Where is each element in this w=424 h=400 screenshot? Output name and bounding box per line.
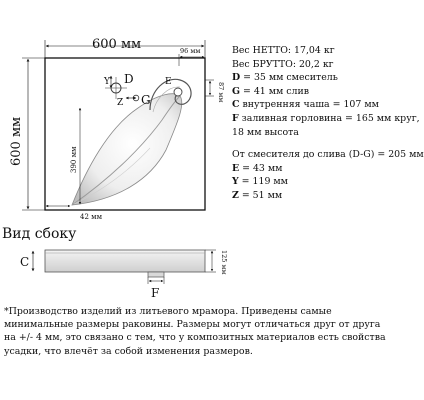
dim-87-label: 87 мм — [217, 82, 225, 103]
dim-42-label: 42 мм — [80, 213, 103, 221]
label-e: E — [165, 77, 172, 87]
spec-f-height: 18 мм высота — [232, 126, 299, 138]
spec-g — [232, 85, 400, 99]
spec-e — [232, 162, 400, 176]
spec-d — [232, 71, 400, 85]
left-height-label: 600 мм — [9, 116, 24, 166]
spec-z — [232, 189, 400, 203]
label-d: D — [124, 72, 134, 86]
spec-g-text: = 41 мм слив — [240, 85, 310, 97]
spec-y-key: Y — [232, 176, 239, 188]
side-label-f: F — [151, 286, 160, 300]
label-z: Z — [117, 98, 124, 108]
spec-net-weight: Вес НЕТТО: 17,04 кг — [232, 45, 335, 56]
spec-f-key: F — [232, 112, 239, 124]
spec-e-text: = 43 мм — [239, 162, 283, 174]
side-view-title: Вид сбоку — [2, 226, 77, 242]
spec-c-key: C — [232, 99, 240, 111]
spec-d-text: = 35 мм смеситель — [240, 72, 338, 84]
dim-96-label: 96 мм — [180, 47, 201, 55]
spec-g-key: G — [232, 85, 241, 97]
label-g: G — [141, 93, 151, 107]
spec-y — [232, 175, 400, 189]
spec-list — [232, 44, 424, 203]
spec-f — [232, 112, 420, 126]
spec-dg-distance: От смесителя до слива (D-G) = 205 мм — [232, 149, 424, 161]
spec-y-text: = 119 мм — [238, 176, 288, 188]
top-width-label: 600 мм — [92, 37, 142, 52]
dim-390-label: 390 мм — [70, 146, 78, 173]
spec-d-key: D — [232, 72, 241, 84]
footnote: *Производство изделий из литьевого мрамора. Приведены самые минимальные размеры раковины. Размеры могут отличаться друг от друга на +/- 4 мм, это связано с тем, что у композитных материалов есть свойства усадки, что влечёт за собой изменения размеров. — [4, 306, 386, 357]
spec-c — [232, 98, 400, 112]
spec-z-key: Z — [232, 189, 239, 201]
dim-125-label: 125 мм — [220, 250, 228, 275]
spec-z-text: = 51 мм — [238, 189, 283, 201]
label-y: Y — [104, 77, 110, 87]
spec-f-text: заливная горловина = 165 мм круг, — [238, 112, 420, 124]
sink-side-view — [45, 250, 205, 277]
spec-c-text: внутренняя чаша = 107 мм — [239, 99, 379, 111]
side-label-c: C — [20, 255, 30, 269]
spec-gross-weight: Вес БРУТТО: 20,2 кг — [232, 58, 334, 70]
spec-e-key: E — [232, 162, 240, 174]
